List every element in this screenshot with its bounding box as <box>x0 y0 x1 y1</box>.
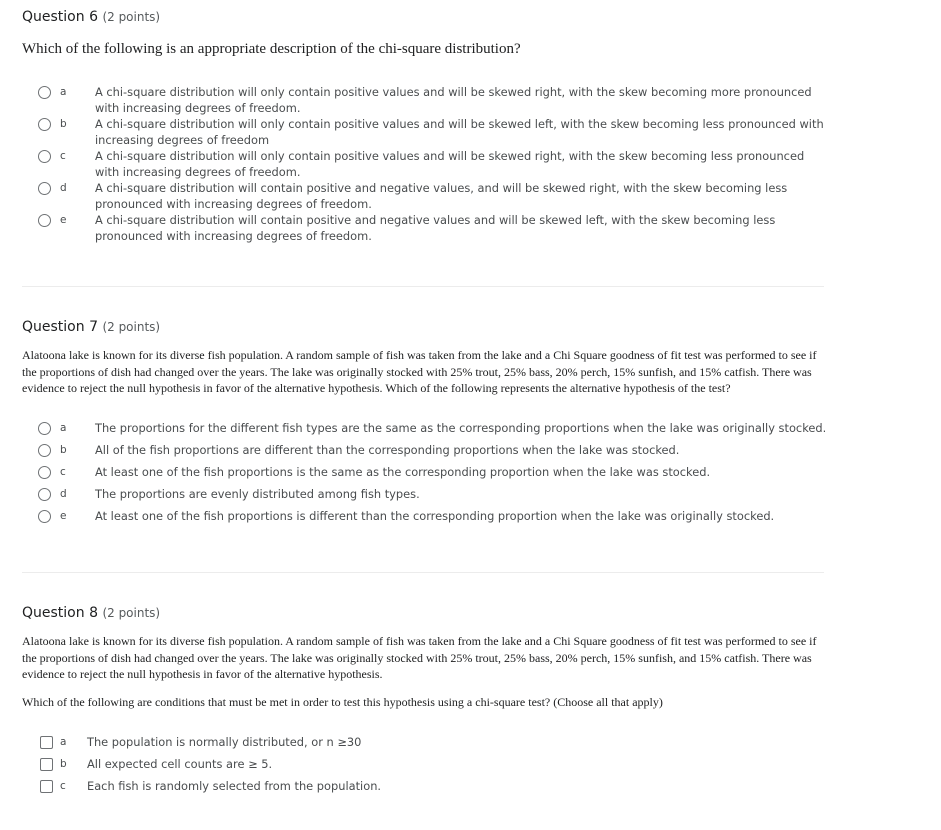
radio-button[interactable] <box>38 488 51 501</box>
option-letter: b <box>60 118 67 130</box>
option-letter: d <box>60 488 67 500</box>
question-label: Question 7 <box>22 319 98 335</box>
question-prompt: Alatoona lake is known for its diverse fish population. A random sample of fish was taken from the lake and a Chi Square goodness of fit test was performed to see if the proportions of dish had changed over the years. The lake was originally stocked with 25% trout, 25% bass, 20% perch, 15% sunfish, and 15% catfish. There was evidence to reject the null hypothesis in favor of the alternative hypothesis. <box>22 634 817 681</box>
question-label: Question 8 <box>22 605 98 621</box>
option-text: The population is normally distributed, or n ≥30 <box>87 735 362 749</box>
option-text: At least one of the fish proportions is the same as the corresponding proportion when the lake was stocked. <box>95 465 711 479</box>
radio-button[interactable] <box>38 444 51 457</box>
option-a[interactable] <box>38 420 828 438</box>
option-text: A chi-square distribution will contain positive and negative values, and will be skewed right, with the skew becoming less pronounced with increasing degrees of freedom. <box>95 181 788 211</box>
option-letter: b <box>60 758 67 770</box>
option-text: A chi-square distribution will contain positive and negative values and will be skewed left, with the skew becoming less pronounced with increasing degrees of freedom. <box>95 213 776 243</box>
question-points: (2 points) <box>102 10 161 24</box>
option-b[interactable] <box>38 116 828 147</box>
option-e[interactable] <box>38 508 828 526</box>
option-text: The proportions are evenly distributed among fish types. <box>95 487 420 501</box>
checkbox[interactable] <box>40 780 53 793</box>
option-b[interactable] <box>40 756 830 774</box>
radio-button[interactable] <box>38 422 51 435</box>
radio-button[interactable] <box>38 118 51 131</box>
option-c[interactable] <box>40 778 830 796</box>
option-text: A chi-square distribution will only contain positive values and will be skewed right, with the skew becoming more pronounced with increasing degrees of freedom. <box>95 85 812 115</box>
option-letter: e <box>60 510 67 522</box>
option-b[interactable] <box>38 442 828 460</box>
option-text: A chi-square distribution will only contain positive values and will be skewed right, with the skew becoming less pronounced with increasing degrees of freedom. <box>95 149 805 179</box>
checkbox[interactable] <box>40 758 53 771</box>
question-header <box>22 9 160 25</box>
option-text: The proportions for the different fish types are the same as the corresponding proportions when the lake was originally stocked. <box>95 421 827 435</box>
option-a[interactable] <box>38 84 828 115</box>
radio-button[interactable] <box>38 86 51 99</box>
option-letter: a <box>60 422 67 434</box>
option-letter: a <box>60 86 67 98</box>
option-d[interactable] <box>38 180 828 211</box>
question-prompt: Which of the following is an appropriate description of the chi-square distribution? <box>22 41 521 57</box>
option-letter: c <box>60 150 66 162</box>
option-text: At least one of the fish proportions is different than the corresponding proportion when the lake was originally stocked. <box>95 509 775 523</box>
radio-button[interactable] <box>38 466 51 479</box>
option-e[interactable] <box>38 212 828 243</box>
option-text: Each fish is randomly selected from the population. <box>87 779 382 793</box>
question-prompt: Alatoona lake is known for its diverse fish population. A random sample of fish was taken from the lake and a Chi Square goodness of fit test was performed to see if the proportions of dish had changed over the years. The lake was originally stocked with 25% trout, 25% bass, 20% perch, 15% sunfish, and 15% catfish. There was evidence to reject the null hypothesis in favor of the alternative hypothesis. Which of the following represents the alternative hypothesis of the test? <box>22 348 817 395</box>
question-divider <box>22 572 824 573</box>
radio-button[interactable] <box>38 150 51 163</box>
question-header <box>22 319 160 335</box>
option-letter: c <box>60 780 66 792</box>
option-d[interactable] <box>38 486 828 504</box>
radio-button[interactable] <box>38 182 51 195</box>
option-text: All expected cell counts are ≥ 5. <box>87 757 273 771</box>
option-letter: c <box>60 466 66 478</box>
option-c[interactable] <box>38 148 828 179</box>
option-letter: e <box>60 214 67 226</box>
question-points: (2 points) <box>102 320 161 334</box>
question-subprompt: Which of the following are conditions that must be met in order to test this hypothesis using a chi-square test? (Choose all that apply) <box>22 695 663 709</box>
radio-button[interactable] <box>38 214 51 227</box>
option-text: All of the fish proportions are different than the corresponding proportions when the lake was stocked. <box>95 443 680 457</box>
option-letter: a <box>60 736 67 748</box>
question-label: Question 6 <box>22 9 98 25</box>
option-letter: b <box>60 444 67 456</box>
option-c[interactable] <box>38 464 828 482</box>
checkbox[interactable] <box>40 736 53 749</box>
question-header <box>22 605 160 621</box>
option-text: A chi-square distribution will only contain positive values and will be skewed left, with the skew becoming less pronounced with increasing degrees of freedom <box>95 117 824 147</box>
option-letter: d <box>60 182 67 194</box>
question-points: (2 points) <box>102 606 161 620</box>
radio-button[interactable] <box>38 510 51 523</box>
option-a[interactable] <box>40 734 830 752</box>
question-divider <box>22 286 824 287</box>
